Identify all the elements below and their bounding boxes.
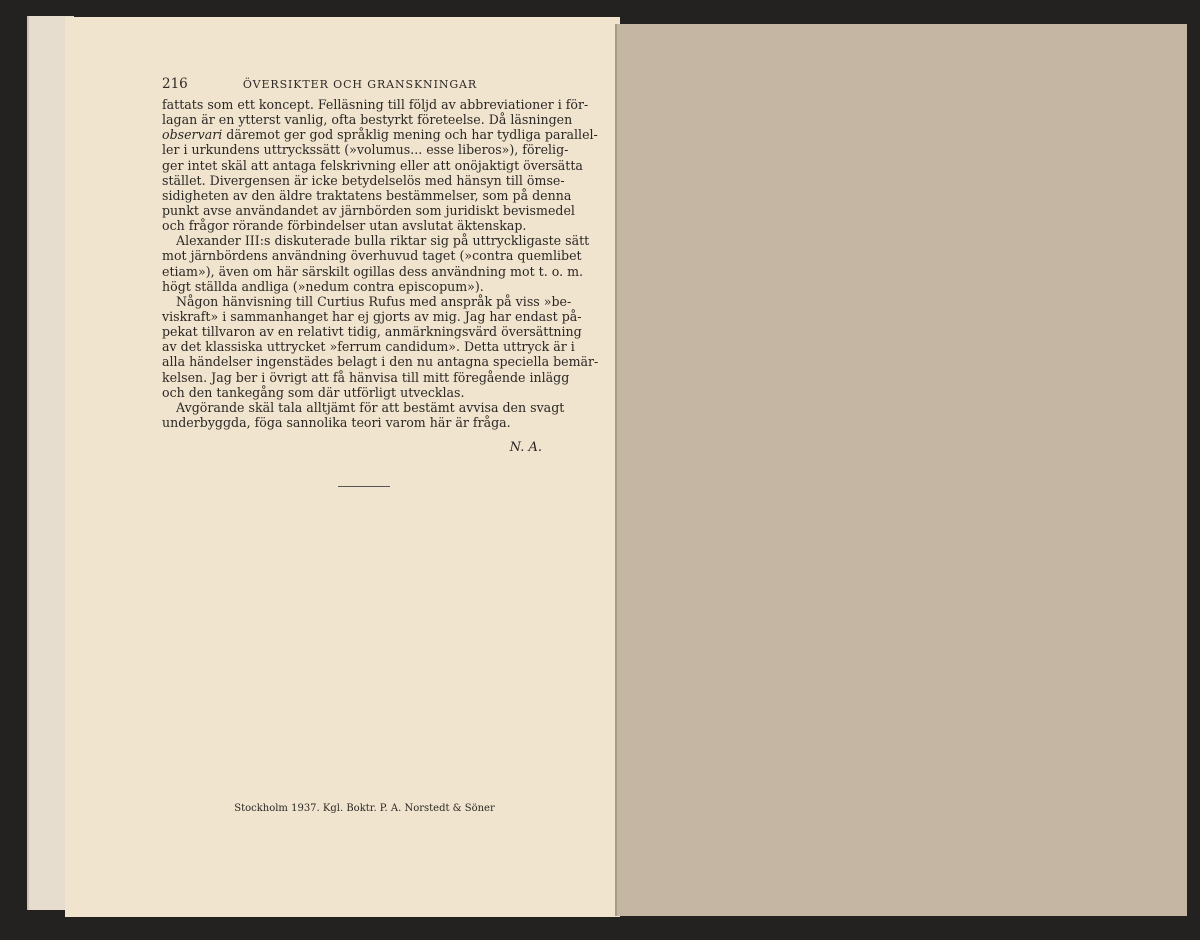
running-head-title: ÖVERSIKTER OCH GRANSKNINGAR [242, 78, 478, 91]
text-line: fattats som ett koncept. Felläsning till följd av abbreviationer i för- [162, 97, 589, 112]
text-line: högt ställda andliga (»nedum contra episcopum»). [162, 278, 484, 294]
text-line: alla händelser ingenstädes belagt i den nu antagna speciella bemär- [162, 354, 599, 370]
text-line: observari däremot ger god språklig mening och har tydliga parallel- [162, 127, 598, 143]
text-line: och den tankegång som där utförligt utvecklas. [162, 384, 465, 400]
text-line: punkt avse användandet av järnbörden som juridiskt bevismedel [162, 202, 575, 218]
text-line: Någon hänvisning till Curtius Rufus med anspråk på viss »be- [176, 293, 572, 309]
text-line: sidigheten av den äldre traktatens bestämmelser, som på denna [162, 187, 572, 203]
text-line: viskraft» i sammanhanget har ej gjorts av mig. Jag har endast på- [162, 308, 582, 324]
text-line: kelsen. Jag ber i övrigt att få hänvisa till mitt föregående inlägg [162, 369, 570, 385]
text-line: Avgörande skäl tala alltjämt för att bestämt avvisa den svagt [176, 399, 565, 415]
section-divider [338, 486, 390, 487]
text-line: stället. Divergensen är icke betydelselös med hänsyn till ömse- [162, 172, 565, 188]
italic-term: observari [162, 127, 223, 143]
text-line: mot järnbördens användning överhuvud taget (»contra quemlibet [162, 248, 582, 264]
text-line: underbyggda, föga sannolika teori varom här är fråga. [162, 414, 511, 430]
text-line: och frågor rörande förbindelser utan avslutat äktenskap. [162, 218, 527, 234]
page-number: 216 [162, 76, 188, 92]
body-text [162, 97, 599, 430]
author-signature: N. A. [509, 440, 542, 455]
text-line: lagan är en ytterst vanlig, ofta bestyrkt företeelse. Då läsningen [162, 112, 573, 128]
right-page-blank [615, 24, 1187, 916]
text-line: av det klassiska uttrycket »ferrum candidum». Detta uttryck är i [162, 339, 575, 355]
printer-imprint: Stockholm 1937. Kgl. Boktr. P. A. Norstedt & Söner [234, 803, 495, 814]
text-line: pekat tillvaron av en relativt tidig, anmärkningsvärd översättning [162, 324, 582, 340]
text-line: ler i urkundens uttryckssätt (»volumus... esse liberos»), förelig- [162, 142, 569, 158]
text-line: Alexander III:s diskuterade bulla riktar sig på uttryckligaste sätt [176, 233, 590, 249]
text-line: ger intet skäl att antaga felskrivning eller att onöjaktigt översätta [162, 157, 583, 173]
text-line: etiam»), även om här särskilt ogillas dess användning mot t. o. m. [162, 263, 584, 279]
